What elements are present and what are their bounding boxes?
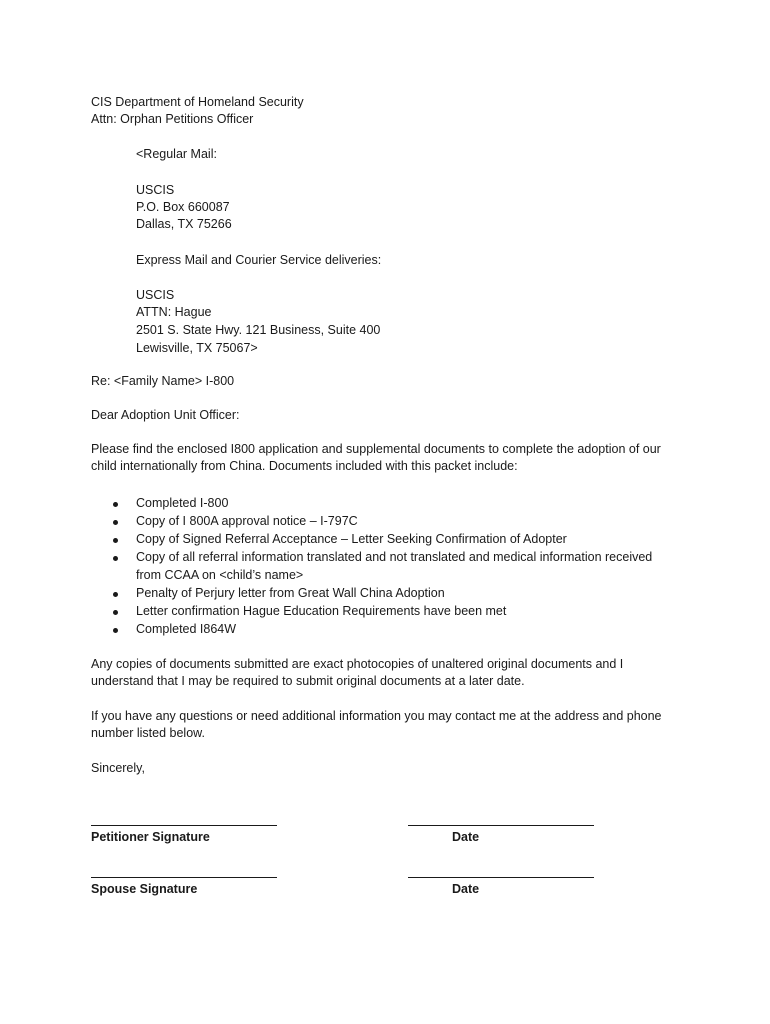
express-mail-line: ATTN: Hague bbox=[136, 305, 212, 319]
list-item: Copy of all referral information translated and not translated and medical information received bbox=[136, 550, 653, 564]
regular-mail-line: P.O. Box 660087 bbox=[136, 200, 230, 214]
spouse-signature-line[interactable] bbox=[91, 877, 277, 878]
closing: Sincerely, bbox=[91, 761, 145, 775]
list-item: Completed I864W bbox=[136, 622, 237, 636]
re-line: Re: <Family Name> I-800 bbox=[91, 374, 235, 388]
express-mail-line: USCIS bbox=[136, 288, 175, 302]
intro-paragraph-line: Please find the enclosed I800 application and supplemental documents to complete the adoption of our bbox=[91, 442, 661, 456]
regular-mail-line: Dallas, TX 75266 bbox=[136, 217, 232, 231]
regular-mail-line: USCIS bbox=[136, 183, 175, 197]
bullet-icon bbox=[113, 502, 118, 507]
recipient-attention: Attn: Orphan Petitions Officer bbox=[91, 112, 254, 126]
copies-paragraph-line: understand that I may be required to submit original documents at a later date. bbox=[91, 674, 525, 688]
regular-mail-heading: <Regular Mail: bbox=[136, 147, 217, 161]
bullet-icon bbox=[113, 628, 118, 633]
copies-paragraph-line: Any copies of documents submitted are exact photocopies of unaltered original documents and I bbox=[91, 657, 624, 671]
spouse-date-label: Date bbox=[452, 882, 480, 896]
express-mail-line: Lewisville, TX 75067> bbox=[136, 341, 258, 355]
petitioner-date-label: Date bbox=[452, 830, 480, 844]
bullet-icon bbox=[113, 538, 118, 543]
list-item: Copy of Signed Referral Acceptance – Letter Seeking Confirmation of Adopter bbox=[136, 532, 567, 546]
spouse-date-line[interactable] bbox=[408, 877, 594, 878]
bullet-icon bbox=[113, 592, 118, 597]
bullet-icon bbox=[113, 556, 118, 561]
petitioner-date-line[interactable] bbox=[408, 825, 594, 826]
bullet-icon bbox=[113, 520, 118, 525]
bullet-icon bbox=[113, 610, 118, 615]
questions-paragraph-line: If you have any questions or need additional information you may contact me at the address and phone bbox=[91, 709, 662, 723]
petitioner-signature-line[interactable] bbox=[91, 825, 277, 826]
petitioner-signature-label: Petitioner Signature bbox=[91, 830, 210, 844]
intro-paragraph-line: child internationally from China. Documents included with this packet include: bbox=[91, 459, 518, 473]
list-item-continuation: from CCAA on <child’s name> bbox=[136, 568, 304, 582]
list-item: Penalty of Perjury letter from Great Wall China Adoption bbox=[136, 586, 445, 600]
recipient-department: CIS Department of Homeland Security bbox=[91, 95, 304, 109]
express-mail-heading: Express Mail and Courier Service deliveries: bbox=[136, 253, 382, 267]
salutation: Dear Adoption Unit Officer: bbox=[91, 408, 240, 422]
list-item: Letter confirmation Hague Education Requirements have been met bbox=[136, 604, 507, 618]
questions-paragraph-line: number listed below. bbox=[91, 726, 205, 740]
spouse-signature-label: Spouse Signature bbox=[91, 882, 198, 896]
list-item: Copy of I 800A approval notice – I-797C bbox=[136, 514, 358, 528]
list-item: Completed I-800 bbox=[136, 496, 229, 510]
express-mail-line: 2501 S. State Hwy. 121 Business, Suite 400 bbox=[136, 323, 381, 337]
